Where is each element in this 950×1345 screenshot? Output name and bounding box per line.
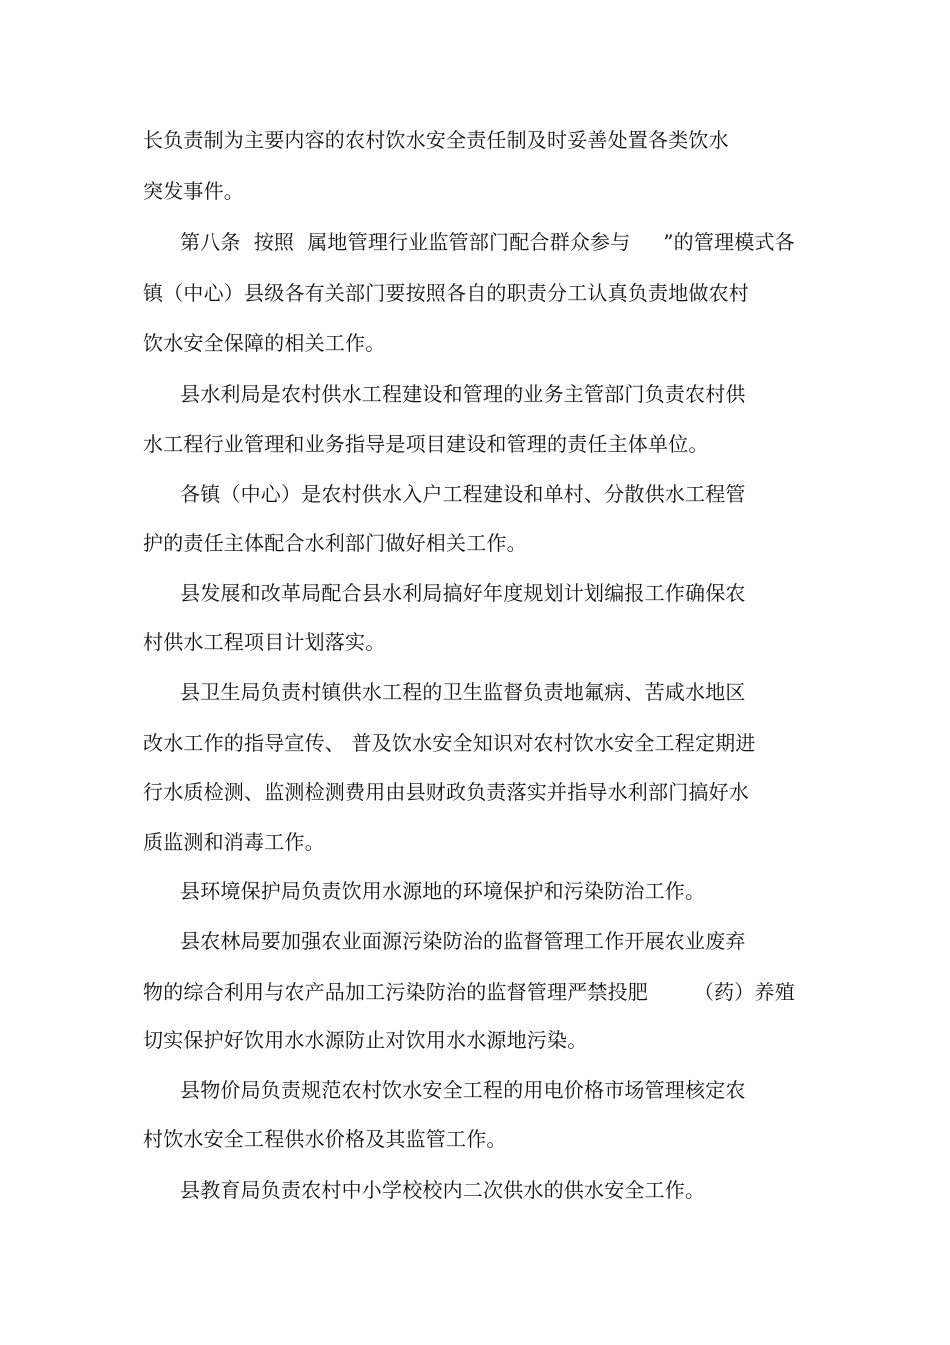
text-line: 改水工作的指导宣传、 普及饮水安全知识对农村饮水安全工程定期进 <box>143 731 756 755</box>
text-line: 质监测和消毒工作。 <box>143 830 325 854</box>
text-line: 县物价局负责规范农村饮水安全工程的用电价格市场管理核定农 <box>180 1078 746 1102</box>
text-line: 行水质检测、监测检测费用由县财政负责落实并指导水利部门搞好水 <box>143 780 749 804</box>
text-line: 第八条 按照 属地管理行业监管部门配合群众参与 ”的管理模式各 <box>180 230 795 254</box>
text-line: 县环境保护局负责饮用水源地的环境保护和污染防治工作。 <box>180 879 706 903</box>
text-line: 切实保护好饮用水水源防止对饮用水水源地污染。 <box>143 1028 588 1052</box>
text-line: 县发展和改革局配合县水利局搞好年度规划计划编报工作确保农 <box>180 581 746 605</box>
text-line: 县水利局是农村供水工程建设和管理的业务主管部门负责农村供 <box>180 382 746 406</box>
text-line: 物的综合利用与农产品加工污染防治的监督管理严禁投肥 （药）养殖 <box>143 980 795 1004</box>
text-line: 水工程行业管理和业务指导是项目建设和管理的责任主体单位。 <box>143 432 709 456</box>
text-line: 突发事件。 <box>143 179 244 203</box>
text-line: 村饮水安全工程供水价格及其监管工作。 <box>143 1127 507 1151</box>
text-line: 县卫生局负责村镇供水工程的卫生监督负责地氟病、苦咸水地区 <box>180 680 746 704</box>
text-line: 长负责制为主要内容的农村饮水安全责任制及时妥善处置各类饮水 <box>143 128 729 152</box>
text-line: 县教育局负责农村中小学校校内二次供水的供水安全工作。 <box>180 1178 706 1202</box>
text-line: 村供水工程项目计划落实。 <box>143 630 386 654</box>
text-line: 各镇（中心）是农村供水入户工程建设和单村、分散供水工程管 <box>180 482 746 506</box>
text-line: 县农林局要加强农业面源污染防治的监督管理工作开展农业废弃 <box>180 929 746 953</box>
text-line: 饮水安全保障的相关工作。 <box>143 331 386 355</box>
text-line: 镇（中心）县级各有关部门要按照各自的职责分工认真负责地做农村 <box>143 281 749 305</box>
text-line: 护的责任主体配合水利部门做好相关工作。 <box>143 531 527 555</box>
